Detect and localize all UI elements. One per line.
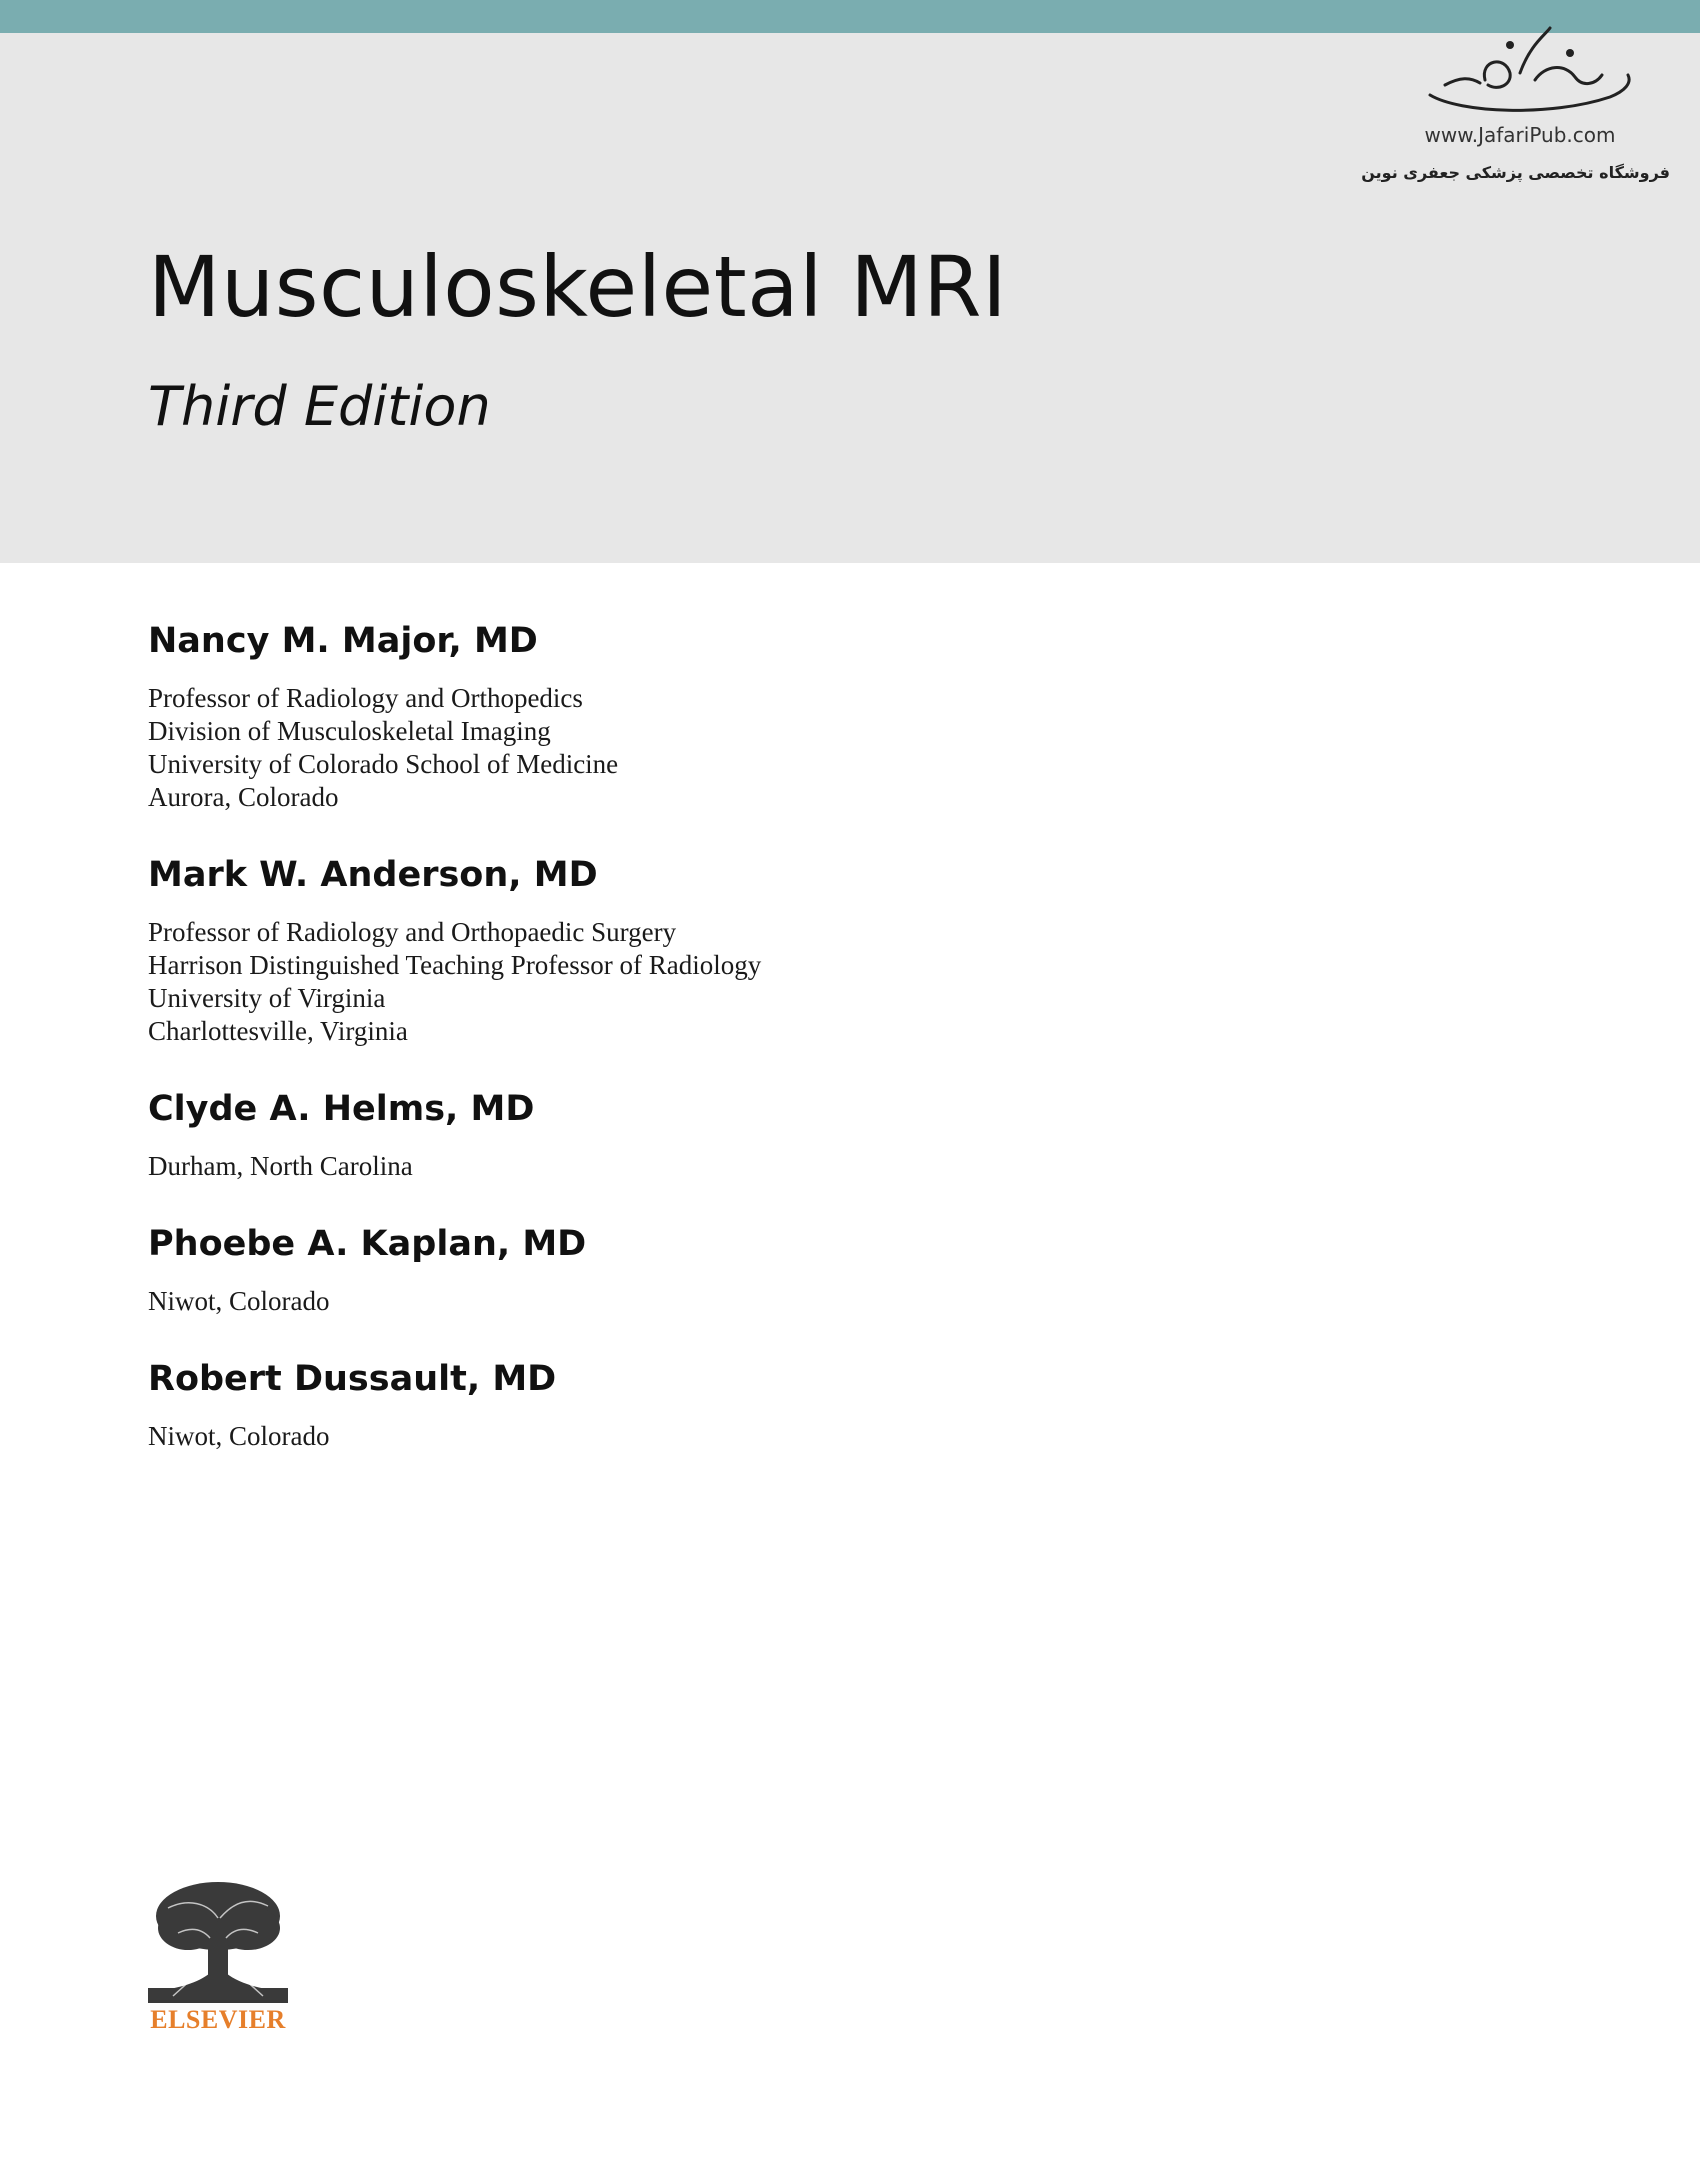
author-entry bbox=[148, 854, 1548, 1048]
affiliation-line: Charlottesville, Virginia bbox=[148, 1016, 408, 1046]
elsevier-wordmark: ELSEVIER bbox=[150, 2005, 286, 2034]
affiliation-line: Division of Musculoskeletal Imaging bbox=[148, 716, 551, 746]
publisher-url: www.JafariPub.com bbox=[1424, 123, 1616, 147]
author-entry bbox=[148, 1358, 1548, 1453]
author-name: Phoebe A. Kaplan, MD bbox=[148, 1224, 587, 1264]
elsevier-tree-icon bbox=[148, 1878, 288, 2003]
author-name: Mark W. Anderson, MD bbox=[148, 855, 598, 895]
book-title: Musculoskeletal MRI bbox=[148, 238, 1008, 336]
affiliation-line: Professor of Radiology and Orthopedics bbox=[148, 683, 583, 713]
affiliation-line: Niwot, Colorado bbox=[148, 1286, 330, 1316]
affiliation-line: Harrison Distinguished Teaching Professor of Radiology bbox=[148, 950, 762, 980]
author-list bbox=[148, 620, 1548, 1453]
jafaripub-calligraphy-logo-icon bbox=[1370, 25, 1670, 120]
book-edition: Third Edition bbox=[148, 375, 491, 438]
affiliation-line: University of Virginia bbox=[148, 983, 386, 1013]
author-name: Robert Dussault, MD bbox=[148, 1359, 557, 1399]
publisher-tagline: فروشگاه تخصصی پزشکی جعفری نوین bbox=[1361, 163, 1670, 182]
author-name: Clyde A. Helms, MD bbox=[148, 1089, 535, 1129]
affiliation-line: Niwot, Colorado bbox=[148, 1421, 330, 1451]
affiliation-line: Durham, North Carolina bbox=[148, 1151, 413, 1181]
elsevier-logo bbox=[148, 1878, 288, 2038]
affiliation-line: Aurora, Colorado bbox=[148, 782, 339, 812]
author-entry bbox=[148, 620, 1548, 814]
author-name: Nancy M. Major, MD bbox=[148, 621, 538, 661]
jafaripub-badge bbox=[1361, 25, 1670, 195]
affiliation-line: University of Colorado School of Medicine bbox=[148, 749, 619, 779]
author-entry bbox=[148, 1088, 1548, 1183]
affiliation-line: Professor of Radiology and Orthopaedic Surgery bbox=[148, 917, 677, 947]
author-entry bbox=[148, 1223, 1548, 1318]
